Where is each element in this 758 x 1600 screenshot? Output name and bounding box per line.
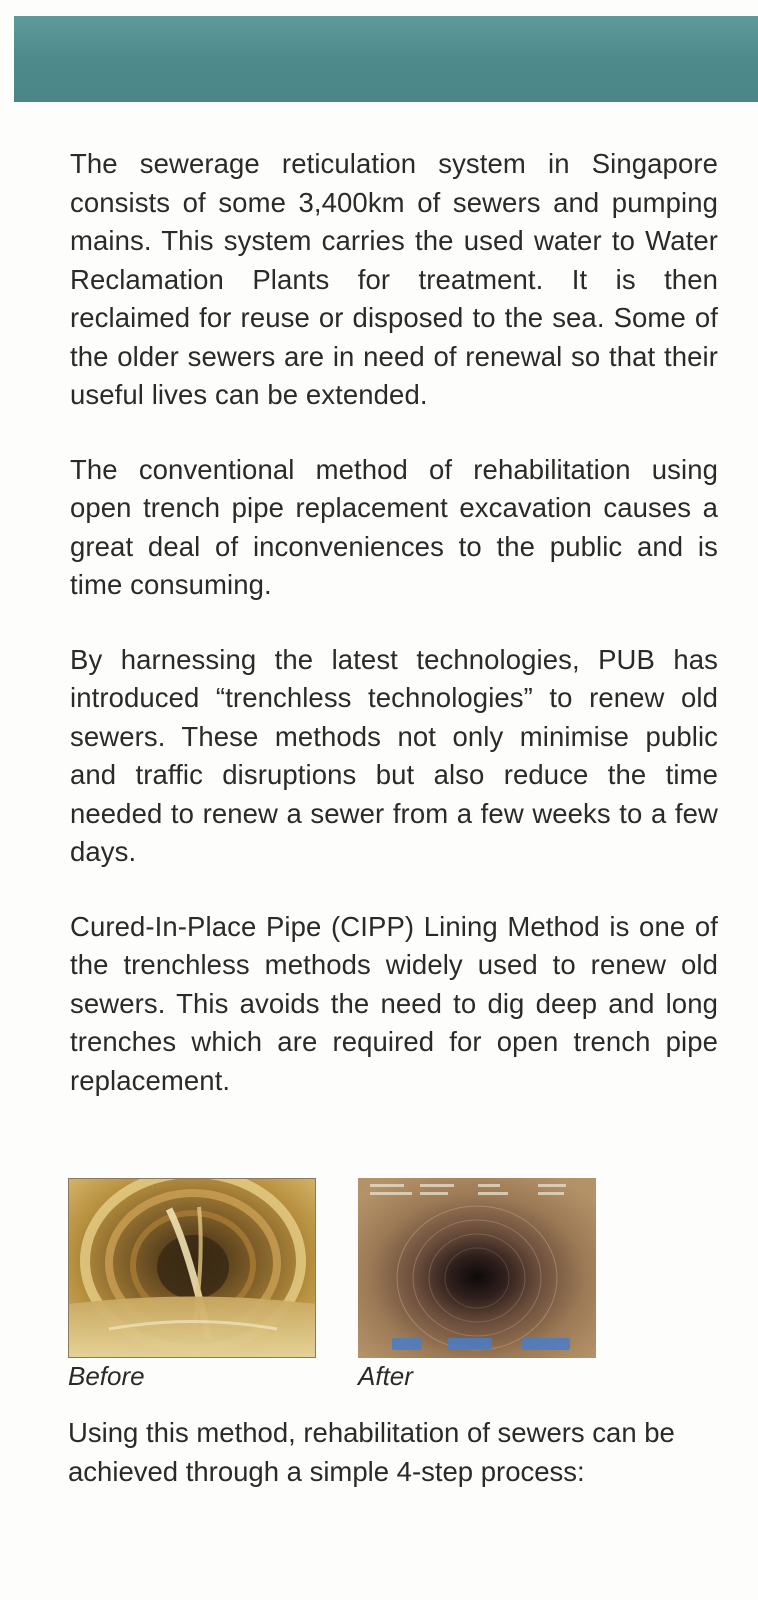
after-photo <box>358 1178 596 1358</box>
before-photo <box>68 1178 316 1358</box>
before-caption: Before <box>68 1361 145 1391</box>
body-text <box>70 145 718 1136</box>
after-caption: After <box>358 1361 413 1391</box>
header-band <box>14 16 758 102</box>
paragraph-conventional-method: The conventional method of rehabilitation using open trench pipe replacement excavation causes a great deal of inconveniences to the public and is time consuming. <box>70 453 718 600</box>
paragraph-sewerage-system: The sewerage reticulation system in Singapore consists of some 3,400km of sewers and pumping mains. This system carries the used water to Water Reclamation Plants for treatment. It is then reclaimed for reuse or disposed to the sea. Some of the older sewers are in need of renewal so that their useful lives can be extended. <box>70 148 718 410</box>
paragraph-trenchless-technologies: By harnessing the latest technologies, PUB has introduced “trenchless technologies” to renew old sewers. These methods not only minimise public and traffic disruptions but also reduce the time needed to renew a sewer from a few weeks to a few days. <box>70 643 718 867</box>
closing-paragraph: Using this method, rehabilitation of sewers can be achieved through a simple 4-step process: <box>68 1417 675 1487</box>
corroded-sewer-image <box>69 1179 316 1358</box>
paragraph-cipp-method: Cured-In-Place Pipe (CIPP) Lining Method is one of the trenchless methods widely used to renew old sewers. This avoids the need to dig deep and long trenches which are required for open trench pipe replacement. <box>70 910 718 1096</box>
before-after-photos <box>68 1178 728 1398</box>
lined-sewer-image <box>358 1178 596 1358</box>
